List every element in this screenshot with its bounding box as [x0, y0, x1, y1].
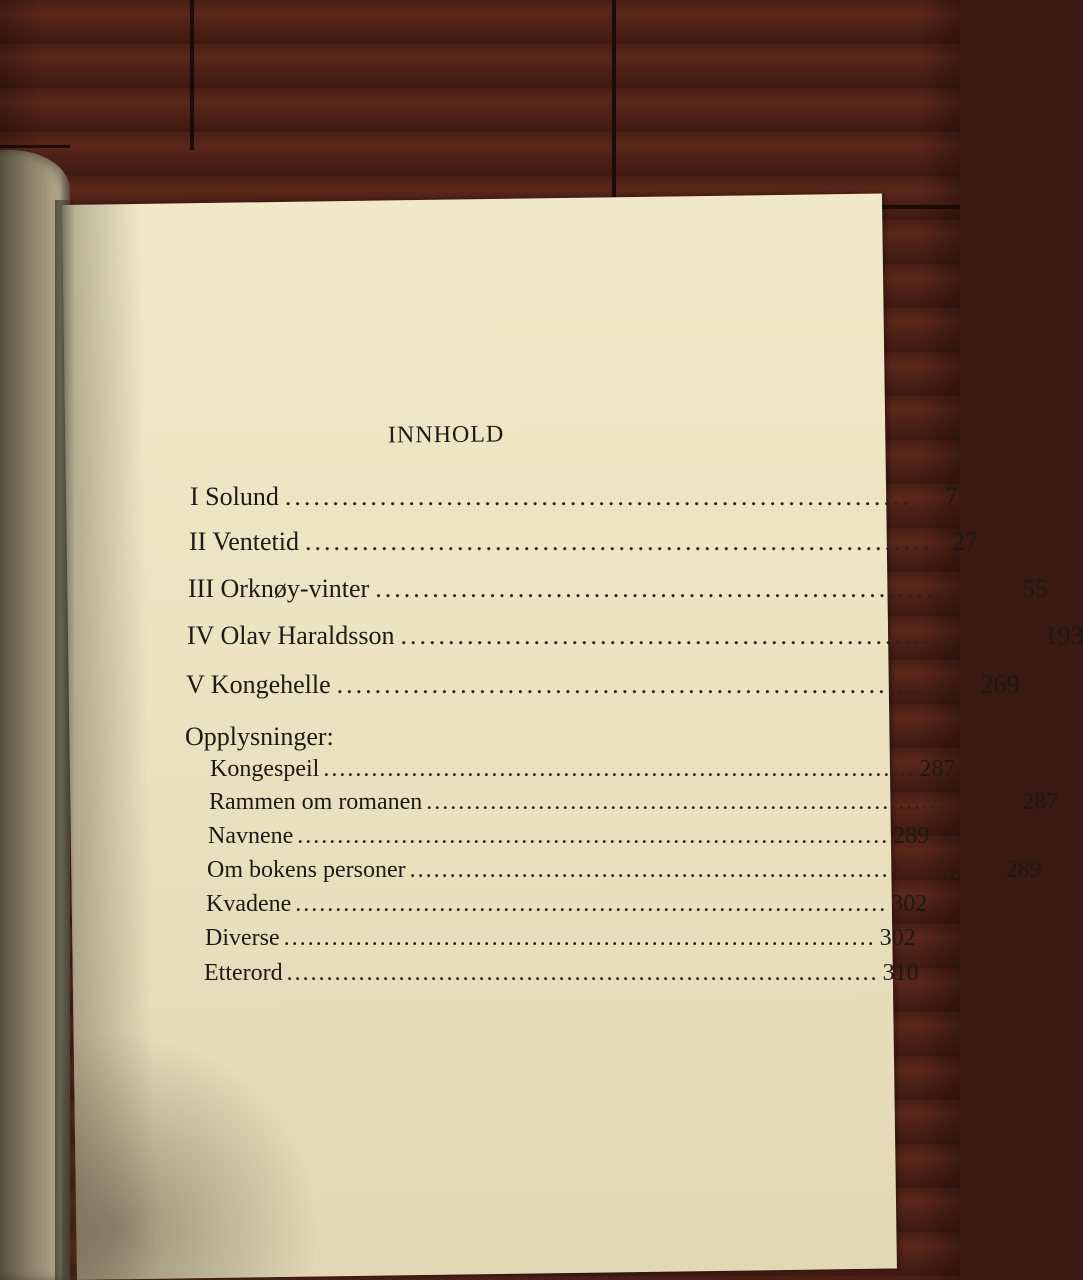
toc-subentry [205, 925, 916, 955]
toc-subentry-title: Etterord [204, 960, 283, 986]
toc-leader-dots: .......................................................................... [283, 925, 876, 951]
toc-subentry-title: Rammen om romanen [209, 789, 423, 815]
toc-entry-page: 7 [944, 482, 958, 511]
toc-subentry [207, 857, 1042, 887]
toc-leader-dots: .................................................................. [375, 574, 1003, 603]
toc-subentry-title: Diverse [205, 925, 280, 951]
toc-leader-dots: .................................................................. [336, 670, 964, 699]
toc-subentry [209, 789, 1059, 819]
toc-entry [188, 574, 1049, 608]
toc-entry-title: I Solund [190, 482, 279, 511]
toc-subentry-page: 310 [882, 960, 919, 986]
toc-subentry-page: 302 [879, 925, 916, 951]
toc-leader-dots: .......................................................................... [286, 960, 879, 986]
toc-leader-dots: .......................................................................... [295, 891, 888, 917]
toc-entry [186, 670, 1020, 704]
toc-leader-dots: .................................................................. [305, 527, 932, 556]
toc-subentry-title: Kvadene [206, 891, 292, 917]
toc-leader-dots: .................................................................. [400, 621, 1028, 650]
toc-entry-page: 269 [980, 670, 1020, 699]
toc-entry-page: 193 [1044, 621, 1083, 650]
contents-heading: INNHOLD [387, 421, 505, 449]
toc-entry-title: IV Olav Haraldsson [187, 621, 395, 650]
toc-subentry-page: 287 [1022, 789, 1059, 815]
toc-entry-title: II Ventetid [189, 527, 299, 556]
toc-subentry [206, 891, 928, 921]
section-label: Opplysninger: [185, 722, 334, 751]
toc-subentry [210, 756, 956, 786]
toc-subentry-page: 289 [1005, 857, 1042, 883]
toc-subentry-title: Kongespeil [210, 756, 320, 782]
toc-leader-dots: .......................................................................... [426, 789, 1019, 815]
toc-entry-title: V Kongehelle [186, 670, 331, 699]
toc-entry-title: III Orknøy-vinter [188, 574, 370, 603]
toc-leader-dots: .......................................................................... [323, 756, 916, 782]
toc-leader-dots: .................................................................. [284, 482, 912, 511]
toc-entry [187, 621, 1083, 655]
toc-entry [190, 482, 958, 516]
toc-subentry-page: 302 [891, 891, 928, 917]
toc-leader-dots: .......................................................................... [409, 857, 1002, 883]
toc-subentry [204, 960, 919, 990]
toc-entry-page: 27 [952, 527, 978, 556]
toc-entry [189, 527, 978, 561]
toc-subentry [208, 823, 930, 853]
toc-leader-dots: .......................................................................... [297, 823, 890, 849]
toc-entry-page: 55 [1022, 574, 1049, 603]
toc-subentry-title: Navnene [208, 823, 294, 849]
toc-subentry-page: 289 [893, 823, 930, 849]
toc-subentry-page: 287 [919, 756, 956, 782]
toc-subentry-title: Om bokens personer [207, 857, 406, 883]
